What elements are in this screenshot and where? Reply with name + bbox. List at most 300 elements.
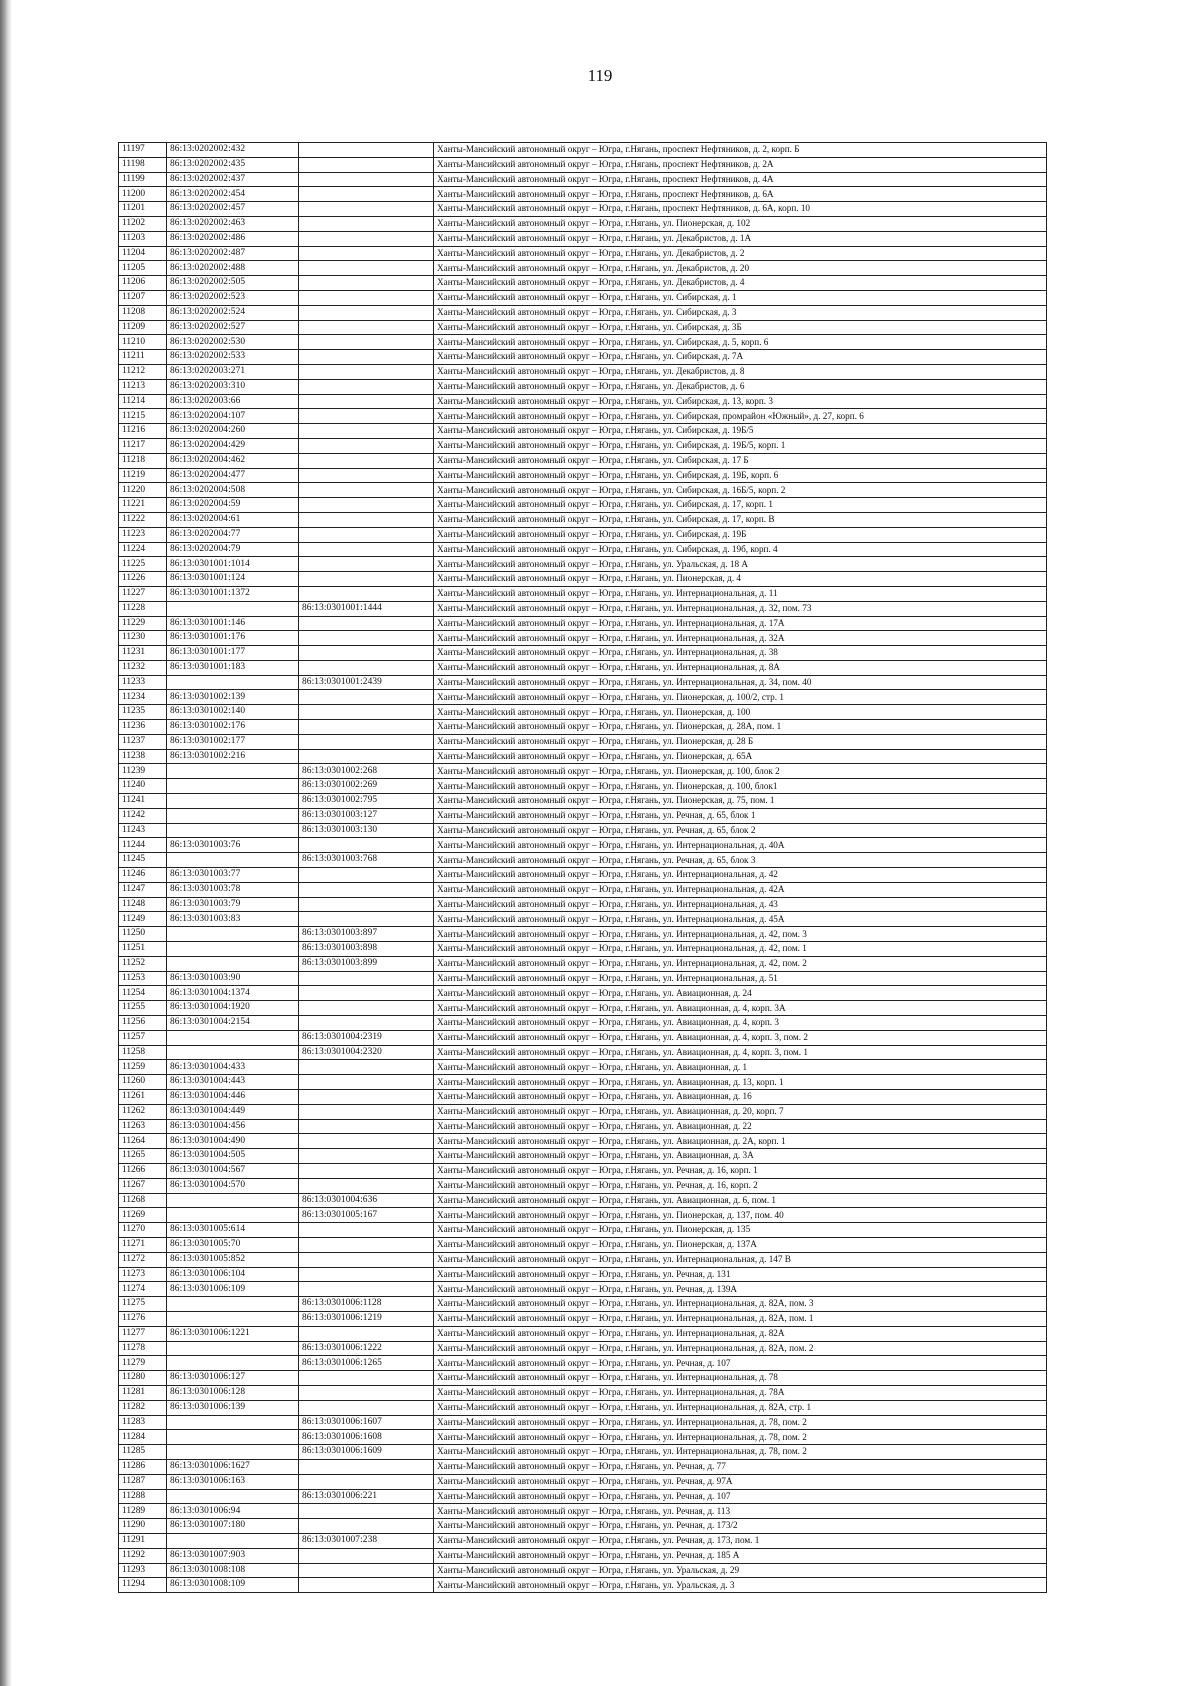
building-cadastral-number-cell: 86:13:0301006:1607 xyxy=(299,1415,434,1430)
row-number-cell: 11225 xyxy=(119,557,167,572)
cadastral-number-cell: 86:13:0301003:76 xyxy=(167,838,299,853)
table-row xyxy=(119,1001,1047,1016)
cadastral-number-cell: 86:13:0202002:454 xyxy=(167,187,299,202)
address-cell: Ханты-Мансийский автономный округ – Югра, г.Нягань, ул. Декабристов, д. 1А xyxy=(434,231,1047,246)
address-cell: Ханты-Мансийский автономный округ – Югра, г.Нягань, ул. Авиационная, д. 1 xyxy=(434,1060,1047,1075)
address-cell: Ханты-Мансийский автономный округ – Югра, г.Нягань, ул. Речная, д. 131 xyxy=(434,1267,1047,1282)
table-row xyxy=(119,1326,1047,1341)
cadastral-number-cell xyxy=(167,779,299,794)
address-cell: Ханты-Мансийский автономный округ – Югра, г.Нягань, ул. Пионерская, д. 4 xyxy=(434,572,1047,587)
building-cadastral-number-cell xyxy=(299,646,434,661)
cadastral-number-cell: 86:13:0202002:524 xyxy=(167,305,299,320)
building-cadastral-number-cell xyxy=(299,1267,434,1282)
building-cadastral-number-cell xyxy=(299,616,434,631)
address-cell: Ханты-Мансийский автономный округ – Югра, г.Нягань, ул. Интернациональная, д. 38 xyxy=(434,646,1047,661)
row-number-cell: 11285 xyxy=(119,1445,167,1460)
registry-table xyxy=(118,142,1047,1593)
address-cell: Ханты-Мансийский автономный округ – Югра, г.Нягань, ул. Интернациональная, д. 32А xyxy=(434,631,1047,646)
address-cell: Ханты-Мансийский автономный округ – Югра, г.Нягань, ул. Сибирская, д. 16Б/5, корп. 2 xyxy=(434,483,1047,498)
cadastral-number-cell: 86:13:0202003:271 xyxy=(167,364,299,379)
cadastral-number-cell: 86:13:0301004:449 xyxy=(167,1104,299,1119)
building-cadastral-number-cell xyxy=(299,231,434,246)
cadastral-number-cell: 86:13:0202004:508 xyxy=(167,483,299,498)
row-number-cell: 11248 xyxy=(119,897,167,912)
row-number-cell: 11267 xyxy=(119,1178,167,1193)
cadastral-number-cell: 86:13:0202003:310 xyxy=(167,379,299,394)
table-row xyxy=(119,705,1047,720)
building-cadastral-number-cell xyxy=(299,542,434,557)
building-cadastral-number-cell xyxy=(299,527,434,542)
building-cadastral-number-cell: 86:13:0301003:130 xyxy=(299,823,434,838)
address-cell: Ханты-Мансийский автономный округ – Югра, г.Нягань, ул. Интернациональная, д. 8А xyxy=(434,660,1047,675)
row-number-cell: 11265 xyxy=(119,1149,167,1164)
table-row xyxy=(119,734,1047,749)
table-row xyxy=(119,542,1047,557)
address-cell: Ханты-Мансийский автономный округ – Югра, г.Нягань, ул. Авиационная, д. 16 xyxy=(434,1090,1047,1105)
table-row xyxy=(119,261,1047,276)
building-cadastral-number-cell xyxy=(299,897,434,912)
building-cadastral-number-cell xyxy=(299,1016,434,1031)
address-cell: Ханты-Мансийский автономный округ – Югра, г.Нягань, проспект Нефтяников, д. 6А, корп. 10 xyxy=(434,202,1047,217)
cadastral-number-cell xyxy=(167,942,299,957)
address-cell: Ханты-Мансийский автономный округ – Югра, г.Нягань, ул. Речная, д. 97А xyxy=(434,1474,1047,1489)
cadastral-number-cell xyxy=(167,956,299,971)
building-cadastral-number-cell xyxy=(299,453,434,468)
row-number-cell: 11219 xyxy=(119,468,167,483)
cadastral-number-cell: 86:13:0301004:1374 xyxy=(167,986,299,1001)
address-cell: Ханты-Мансийский автономный округ – Югра, г.Нягань, ул. Интернациональная, д. 45А xyxy=(434,912,1047,927)
address-cell: Ханты-Мансийский автономный округ – Югра, г.Нягань, ул. Авиационная, д. 4, корп. 3А xyxy=(434,1001,1047,1016)
address-cell: Ханты-Мансийский автономный округ – Югра, г.Нягань, ул. Интернациональная, д. 42, пом. 2 xyxy=(434,956,1047,971)
row-number-cell: 11240 xyxy=(119,779,167,794)
table-row xyxy=(119,720,1047,735)
row-number-cell: 11250 xyxy=(119,927,167,942)
building-cadastral-number-cell xyxy=(299,1504,434,1519)
row-number-cell: 11269 xyxy=(119,1208,167,1223)
address-cell: Ханты-Мансийский автономный округ – Югра, г.Нягань, ул. Сибирская, д. 1 xyxy=(434,290,1047,305)
table-row xyxy=(119,453,1047,468)
table-row xyxy=(119,1533,1047,1548)
address-cell: Ханты-Мансийский автономный округ – Югра, г.Нягань, ул. Авиационная, д. 13, корп. 1 xyxy=(434,1075,1047,1090)
table-row xyxy=(119,276,1047,291)
address-cell: Ханты-Мансийский автономный округ – Югра, г.Нягань, ул. Речная, д. 65, блок 3 xyxy=(434,853,1047,868)
cadastral-number-cell: 86:13:0202002:488 xyxy=(167,261,299,276)
address-cell: Ханты-Мансийский автономный округ – Югра, г.Нягань, ул. Речная, д. 107 xyxy=(434,1489,1047,1504)
table-row xyxy=(119,394,1047,409)
cadastral-number-cell: 86:13:0301004:456 xyxy=(167,1119,299,1134)
cadastral-number-cell: 86:13:0301004:433 xyxy=(167,1060,299,1075)
row-number-cell: 11277 xyxy=(119,1326,167,1341)
building-cadastral-number-cell: 86:13:0301001:2439 xyxy=(299,675,434,690)
table-row xyxy=(119,424,1047,439)
table-row xyxy=(119,794,1047,809)
table-row xyxy=(119,1311,1047,1326)
cadastral-number-cell: 86:13:0202004:260 xyxy=(167,424,299,439)
building-cadastral-number-cell xyxy=(299,350,434,365)
building-cadastral-number-cell xyxy=(299,216,434,231)
row-number-cell: 11286 xyxy=(119,1459,167,1474)
row-number-cell: 11236 xyxy=(119,720,167,735)
cadastral-number-cell xyxy=(167,823,299,838)
table-row xyxy=(119,868,1047,883)
building-cadastral-number-cell: 86:13:0301004:636 xyxy=(299,1193,434,1208)
row-number-cell: 11284 xyxy=(119,1430,167,1445)
address-cell: Ханты-Мансийский автономный округ – Югра, г.Нягань, ул. Сибирская, д. 13, корп. 3 xyxy=(434,394,1047,409)
cadastral-number-cell: 86:13:0301004:2154 xyxy=(167,1016,299,1031)
building-cadastral-number-cell: 86:13:0301003:768 xyxy=(299,853,434,868)
building-cadastral-number-cell xyxy=(299,468,434,483)
row-number-cell: 11241 xyxy=(119,794,167,809)
address-cell: Ханты-Мансийский автономный округ – Югра, г.Нягань, ул. Сибирская, д. 3 xyxy=(434,305,1047,320)
address-cell: Ханты-Мансийский автономный округ – Югра, г.Нягань, проспект Нефтяников, д. 2, корп. Б xyxy=(434,143,1047,158)
address-cell: Ханты-Мансийский автономный округ – Югра, г.Нягань, ул. Речная, д. 173, пом. 1 xyxy=(434,1533,1047,1548)
cadastral-number-cell: 86:13:0301003:90 xyxy=(167,971,299,986)
address-cell: Ханты-Мансийский автономный округ – Югра, г.Нягань, ул. Интернациональная, д. 82А, пом. 3 xyxy=(434,1297,1047,1312)
row-number-cell: 11281 xyxy=(119,1385,167,1400)
table-row xyxy=(119,438,1047,453)
building-cadastral-number-cell: 86:13:0301003:897 xyxy=(299,927,434,942)
row-number-cell: 11276 xyxy=(119,1311,167,1326)
building-cadastral-number-cell xyxy=(299,1237,434,1252)
building-cadastral-number-cell xyxy=(299,246,434,261)
row-number-cell: 11234 xyxy=(119,690,167,705)
row-number-cell: 11226 xyxy=(119,572,167,587)
building-cadastral-number-cell xyxy=(299,1385,434,1400)
cadastral-number-cell: 86:13:0301006:128 xyxy=(167,1385,299,1400)
cadastral-number-cell: 86:13:0202002:486 xyxy=(167,231,299,246)
address-cell: Ханты-Мансийский автономный округ – Югра, г.Нягань, ул. Интернациональная, д. 42, пом. 3 xyxy=(434,927,1047,942)
address-cell: Ханты-Мансийский автономный округ – Югра, г.Нягань, ул. Сибирская, д. 17 Б xyxy=(434,453,1047,468)
cadastral-number-cell: 86:13:0202003:66 xyxy=(167,394,299,409)
row-number-cell: 11275 xyxy=(119,1297,167,1312)
table-row xyxy=(119,912,1047,927)
row-number-cell: 11271 xyxy=(119,1237,167,1252)
cadastral-number-cell: 86:13:0301006:109 xyxy=(167,1282,299,1297)
cadastral-number-cell: 86:13:0301001:183 xyxy=(167,660,299,675)
table-row xyxy=(119,216,1047,231)
row-number-cell: 11233 xyxy=(119,675,167,690)
cadastral-number-cell: 86:13:0301002:177 xyxy=(167,734,299,749)
table-row xyxy=(119,157,1047,172)
row-number-cell: 11257 xyxy=(119,1030,167,1045)
row-number-cell: 11203 xyxy=(119,231,167,246)
row-number-cell: 11273 xyxy=(119,1267,167,1282)
building-cadastral-number-cell xyxy=(299,557,434,572)
cadastral-number-cell xyxy=(167,927,299,942)
table-row xyxy=(119,823,1047,838)
cadastral-number-cell: 86:13:0202004:59 xyxy=(167,498,299,513)
row-number-cell: 11268 xyxy=(119,1193,167,1208)
address-cell: Ханты-Мансийский автономный округ – Югра, г.Нягань, ул. Сибирская, д. 19б, корп. 4 xyxy=(434,542,1047,557)
row-number-cell: 11215 xyxy=(119,409,167,424)
row-number-cell: 11283 xyxy=(119,1415,167,1430)
cadastral-number-cell: 86:13:0202004:61 xyxy=(167,512,299,527)
cadastral-number-cell xyxy=(167,1341,299,1356)
table-row xyxy=(119,1459,1047,1474)
row-number-cell: 11221 xyxy=(119,498,167,513)
building-cadastral-number-cell xyxy=(299,261,434,276)
address-cell: Ханты-Мансийский автономный округ – Югра, г.Нягань, ул. Сибирская, д. 19Б, корп. 6 xyxy=(434,468,1047,483)
building-cadastral-number-cell xyxy=(299,1519,434,1534)
building-cadastral-number-cell: 86:13:0301004:2319 xyxy=(299,1030,434,1045)
table-row xyxy=(119,1385,1047,1400)
building-cadastral-number-cell xyxy=(299,424,434,439)
building-cadastral-number-cell xyxy=(299,1001,434,1016)
building-cadastral-number-cell xyxy=(299,172,434,187)
address-cell: Ханты-Мансийский автономный округ – Югра, г.Нягань, ул. Интернациональная, д. 147 В xyxy=(434,1252,1047,1267)
address-cell: Ханты-Мансийский автономный округ – Югра, г.Нягань, ул. Интернациональная, д. 40А xyxy=(434,838,1047,853)
building-cadastral-number-cell xyxy=(299,1163,434,1178)
table-row xyxy=(119,1563,1047,1578)
building-cadastral-number-cell xyxy=(299,1400,434,1415)
address-cell: Ханты-Мансийский автономный округ – Югра, г.Нягань, ул. Интернациональная, д. 42А xyxy=(434,882,1047,897)
address-cell: Ханты-Мансийский автономный округ – Югра, г.Нягань, ул. Речная, д. 65, блок 2 xyxy=(434,823,1047,838)
building-cadastral-number-cell xyxy=(299,305,434,320)
building-cadastral-number-cell xyxy=(299,157,434,172)
cadastral-number-cell xyxy=(167,1430,299,1445)
row-number-cell: 11204 xyxy=(119,246,167,261)
cadastral-number-cell: 86:13:0202002:533 xyxy=(167,350,299,365)
cadastral-number-cell: 86:13:0301001:1014 xyxy=(167,557,299,572)
row-number-cell: 11239 xyxy=(119,764,167,779)
table-row xyxy=(119,379,1047,394)
address-cell: Ханты-Мансийский автономный округ – Югра, г.Нягань, ул. Речная, д. 139А xyxy=(434,1282,1047,1297)
table-row xyxy=(119,187,1047,202)
address-cell: Ханты-Мансийский автономный округ – Югра, г.Нягань, ул. Интернациональная, д. 42 xyxy=(434,868,1047,883)
address-cell: Ханты-Мансийский автономный округ – Югра, г.Нягань, ул. Речная, д. 107 xyxy=(434,1356,1047,1371)
table-row xyxy=(119,143,1047,158)
cadastral-number-cell: 86:13:0202002:463 xyxy=(167,216,299,231)
table-row xyxy=(119,1119,1047,1134)
table-row xyxy=(119,660,1047,675)
table-row xyxy=(119,246,1047,261)
building-cadastral-number-cell xyxy=(299,394,434,409)
row-number-cell: 11255 xyxy=(119,1001,167,1016)
table-row xyxy=(119,1252,1047,1267)
address-cell: Ханты-Мансийский автономный округ – Югра, г.Нягань, ул. Сибирская, д. 19Б/5 xyxy=(434,424,1047,439)
row-number-cell: 11230 xyxy=(119,631,167,646)
row-number-cell: 11290 xyxy=(119,1519,167,1534)
row-number-cell: 11259 xyxy=(119,1060,167,1075)
row-number-cell: 11198 xyxy=(119,157,167,172)
building-cadastral-number-cell xyxy=(299,705,434,720)
table-row xyxy=(119,927,1047,942)
address-cell: Ханты-Мансийский автономный округ – Югра, г.Нягань, ул. Интернациональная, д. 78 xyxy=(434,1371,1047,1386)
building-cadastral-number-cell: 86:13:0301002:795 xyxy=(299,794,434,809)
cadastral-number-cell xyxy=(167,764,299,779)
cadastral-number-cell: 86:13:0301006:1627 xyxy=(167,1459,299,1474)
building-cadastral-number-cell xyxy=(299,143,434,158)
address-cell: Ханты-Мансийский автономный округ – Югра, г.Нягань, ул. Авиационная, д. 20, корп. 7 xyxy=(434,1104,1047,1119)
row-number-cell: 11258 xyxy=(119,1045,167,1060)
building-cadastral-number-cell xyxy=(299,438,434,453)
cadastral-number-cell: 86:13:0202002:505 xyxy=(167,276,299,291)
row-number-cell: 11245 xyxy=(119,853,167,868)
cadastral-number-cell xyxy=(167,794,299,809)
cadastral-number-cell: 86:13:0301005:614 xyxy=(167,1223,299,1238)
address-cell: Ханты-Мансийский автономный округ – Югра, г.Нягань, ул. Речная, д. 185 А xyxy=(434,1548,1047,1563)
building-cadastral-number-cell xyxy=(299,379,434,394)
building-cadastral-number-cell: 86:13:0301003:127 xyxy=(299,808,434,823)
table-row xyxy=(119,1430,1047,1445)
building-cadastral-number-cell: 86:13:0301006:1128 xyxy=(299,1297,434,1312)
table-row xyxy=(119,290,1047,305)
table-row xyxy=(119,409,1047,424)
row-number-cell: 11205 xyxy=(119,261,167,276)
row-number-cell: 11229 xyxy=(119,616,167,631)
row-number-cell: 11218 xyxy=(119,453,167,468)
table-row xyxy=(119,572,1047,587)
cadastral-number-cell: 86:13:0301001:176 xyxy=(167,631,299,646)
address-cell: Ханты-Мансийский автономный округ – Югра, г.Нягань, ул. Уральская, д. 3 xyxy=(434,1578,1047,1593)
row-number-cell: 11251 xyxy=(119,942,167,957)
address-cell: Ханты-Мансийский автономный округ – Югра, г.Нягань, ул. Авиационная, д. 2А, корп. 1 xyxy=(434,1134,1047,1149)
address-cell: Ханты-Мансийский автономный округ – Югра, г.Нягань, ул. Интернациональная, д. 78, пом. 2 xyxy=(434,1415,1047,1430)
row-number-cell: 11272 xyxy=(119,1252,167,1267)
address-cell: Ханты-Мансийский автономный округ – Югра, г.Нягань, ул. Сибирская, промрайон «Южный», д. 27, корп. 6 xyxy=(434,409,1047,424)
address-cell: Ханты-Мансийский автономный округ – Югра, г.Нягань, ул. Речная, д. 16, корп. 2 xyxy=(434,1178,1047,1193)
cadastral-number-cell: 86:13:0301004:490 xyxy=(167,1134,299,1149)
building-cadastral-number-cell: 86:13:0301003:899 xyxy=(299,956,434,971)
address-cell: Ханты-Мансийский автономный округ – Югра, г.Нягань, ул. Интернациональная, д. 82А, пом. 1 xyxy=(434,1311,1047,1326)
building-cadastral-number-cell xyxy=(299,838,434,853)
building-cadastral-number-cell: 86:13:0301007:238 xyxy=(299,1533,434,1548)
row-number-cell: 11242 xyxy=(119,808,167,823)
building-cadastral-number-cell xyxy=(299,409,434,424)
building-cadastral-number-cell xyxy=(299,512,434,527)
cadastral-number-cell: 86:13:0301004:443 xyxy=(167,1075,299,1090)
cadastral-number-cell: 86:13:0202002:435 xyxy=(167,157,299,172)
building-cadastral-number-cell: 86:13:0301003:898 xyxy=(299,942,434,957)
table-row xyxy=(119,364,1047,379)
registry-table-body xyxy=(119,143,1047,1593)
cadastral-number-cell xyxy=(167,601,299,616)
cadastral-number-cell: 86:13:0301004:505 xyxy=(167,1149,299,1164)
cadastral-number-cell: 86:13:0301006:127 xyxy=(167,1371,299,1386)
row-number-cell: 11278 xyxy=(119,1341,167,1356)
building-cadastral-number-cell: 86:13:0301006:1265 xyxy=(299,1356,434,1371)
row-number-cell: 11293 xyxy=(119,1563,167,1578)
address-cell: Ханты-Мансийский автономный округ – Югра, г.Нягань, ул. Уральская, д. 18 А xyxy=(434,557,1047,572)
table-row xyxy=(119,1045,1047,1060)
building-cadastral-number-cell xyxy=(299,912,434,927)
row-number-cell: 11217 xyxy=(119,438,167,453)
table-row xyxy=(119,1341,1047,1356)
row-number-cell: 11280 xyxy=(119,1371,167,1386)
cadastral-number-cell: 86:13:0301002:140 xyxy=(167,705,299,720)
building-cadastral-number-cell xyxy=(299,631,434,646)
table-row xyxy=(119,897,1047,912)
building-cadastral-number-cell xyxy=(299,187,434,202)
address-cell: Ханты-Мансийский автономный округ – Югра, г.Нягань, ул. Интернациональная, д. 42, пом. 1 xyxy=(434,942,1047,957)
table-row xyxy=(119,1267,1047,1282)
address-cell: Ханты-Мансийский автономный округ – Югра, г.Нягань, ул. Пионерская, д. 75, пом. 1 xyxy=(434,794,1047,809)
building-cadastral-number-cell: 86:13:0301004:2320 xyxy=(299,1045,434,1060)
address-cell: Ханты-Мансийский автономный округ – Югра, г.Нягань, ул. Сибирская, д. 17, корп. В xyxy=(434,512,1047,527)
row-number-cell: 11212 xyxy=(119,364,167,379)
building-cadastral-number-cell xyxy=(299,364,434,379)
row-number-cell: 11292 xyxy=(119,1548,167,1563)
address-cell: Ханты-Мансийский автономный округ – Югра, г.Нягань, ул. Интернациональная, д. 78, пом. 2 xyxy=(434,1430,1047,1445)
building-cadastral-number-cell: 86:13:0301006:1608 xyxy=(299,1430,434,1445)
row-number-cell: 11214 xyxy=(119,394,167,409)
building-cadastral-number-cell xyxy=(299,1178,434,1193)
row-number-cell: 11260 xyxy=(119,1075,167,1090)
building-cadastral-number-cell xyxy=(299,1578,434,1593)
cadastral-number-cell: 86:13:0202004:477 xyxy=(167,468,299,483)
table-row xyxy=(119,779,1047,794)
cadastral-number-cell: 86:13:0301008:108 xyxy=(167,1563,299,1578)
row-number-cell: 11288 xyxy=(119,1489,167,1504)
table-row xyxy=(119,1504,1047,1519)
table-row xyxy=(119,616,1047,631)
address-cell: Ханты-Мансийский автономный округ – Югра, г.Нягань, ул. Декабристов, д. 2 xyxy=(434,246,1047,261)
row-number-cell: 11261 xyxy=(119,1090,167,1105)
cadastral-number-cell xyxy=(167,1297,299,1312)
building-cadastral-number-cell xyxy=(299,1282,434,1297)
row-number-cell: 11232 xyxy=(119,660,167,675)
address-cell: Ханты-Мансийский автономный округ – Югра, г.Нягань, ул. Пионерская, д. 137А xyxy=(434,1237,1047,1252)
row-number-cell: 11289 xyxy=(119,1504,167,1519)
table-row xyxy=(119,350,1047,365)
row-number-cell: 11247 xyxy=(119,882,167,897)
table-row xyxy=(119,1356,1047,1371)
table-row xyxy=(119,942,1047,957)
row-number-cell: 11264 xyxy=(119,1134,167,1149)
building-cadastral-number-cell xyxy=(299,586,434,601)
row-number-cell: 11199 xyxy=(119,172,167,187)
cadastral-number-cell xyxy=(167,1311,299,1326)
building-cadastral-number-cell xyxy=(299,749,434,764)
building-cadastral-number-cell xyxy=(299,1548,434,1563)
address-cell: Ханты-Мансийский автономный округ – Югра, г.Нягань, ул. Пионерская, д. 100 xyxy=(434,705,1047,720)
cadastral-number-cell: 86:13:0301003:79 xyxy=(167,897,299,912)
building-cadastral-number-cell xyxy=(299,1459,434,1474)
cadastral-number-cell: 86:13:0202004:107 xyxy=(167,409,299,424)
cadastral-number-cell xyxy=(167,1445,299,1460)
cadastral-number-cell: 86:13:0202002:527 xyxy=(167,320,299,335)
row-number-cell: 11279 xyxy=(119,1356,167,1371)
address-cell: Ханты-Мансийский автономный округ – Югра, г.Нягань, ул. Интернациональная, д. 32, пом. 73 xyxy=(434,601,1047,616)
table-row xyxy=(119,1237,1047,1252)
row-number-cell: 11231 xyxy=(119,646,167,661)
row-number-cell: 11266 xyxy=(119,1163,167,1178)
building-cadastral-number-cell xyxy=(299,734,434,749)
table-row xyxy=(119,1193,1047,1208)
table-row xyxy=(119,764,1047,779)
table-row xyxy=(119,1415,1047,1430)
table-row xyxy=(119,690,1047,705)
cadastral-number-cell xyxy=(167,1193,299,1208)
table-row xyxy=(119,586,1047,601)
table-row xyxy=(119,1223,1047,1238)
address-cell: Ханты-Мансийский автономный округ – Югра, г.Нягань, ул. Речная, д. 173/2 xyxy=(434,1519,1047,1534)
row-number-cell: 11211 xyxy=(119,350,167,365)
table-row xyxy=(119,1282,1047,1297)
address-cell: Ханты-Мансийский автономный округ – Югра, г.Нягань, ул. Интернациональная, д. 43 xyxy=(434,897,1047,912)
cadastral-number-cell: 86:13:0202004:79 xyxy=(167,542,299,557)
building-cadastral-number-cell xyxy=(299,660,434,675)
cadastral-number-cell: 86:13:0301006:1221 xyxy=(167,1326,299,1341)
building-cadastral-number-cell xyxy=(299,1252,434,1267)
address-cell: Ханты-Мансийский автономный округ – Югра, г.Нягань, ул. Декабристов, д. 6 xyxy=(434,379,1047,394)
cadastral-number-cell xyxy=(167,1208,299,1223)
building-cadastral-number-cell xyxy=(299,1223,434,1238)
cadastral-number-cell xyxy=(167,1030,299,1045)
cadastral-number-cell: 86:13:0301004:1920 xyxy=(167,1001,299,1016)
row-number-cell: 11246 xyxy=(119,868,167,883)
cadastral-number-cell xyxy=(167,853,299,868)
